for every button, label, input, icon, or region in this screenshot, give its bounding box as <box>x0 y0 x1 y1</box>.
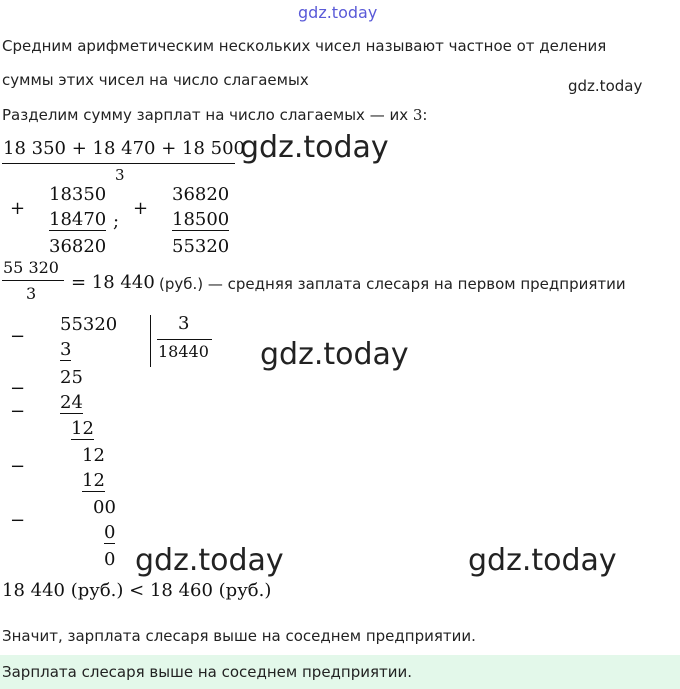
mean-fraction-numerator: 55 320 <box>3 258 59 277</box>
definition-line-2: суммы этих чисел на число слагаемых <box>2 71 309 89</box>
divide-intro-text: Разделим сумму зарплат на число слагаемых — их <box>2 106 413 124</box>
division-step: 00 <box>93 497 116 518</box>
conclusion: Значит, зарплата слесаря выше на соседнем предприятии. <box>2 627 476 645</box>
watermark-large: gdz.today <box>135 543 284 578</box>
mean-fraction-result: = 18 440 <box>71 272 155 293</box>
watermark-large: gdz.today <box>260 337 409 372</box>
mean-fraction-bar <box>2 280 64 281</box>
main-fraction-denominator: 3 <box>115 166 125 184</box>
division-step: 3 <box>60 339 72 360</box>
division-minus: − <box>10 401 26 422</box>
mean-caption: (руб.) — средняя заплата слесаря на первом предприятии <box>159 275 626 293</box>
addition-2-term-a: 36820 <box>172 184 230 205</box>
addition-1-sign: + <box>10 198 26 219</box>
addition-1-term-b: 18470 <box>49 209 107 230</box>
divide-intro-number: 3 <box>412 106 423 124</box>
watermark-large: gdz.today <box>240 130 389 165</box>
division-step: 12 <box>71 418 94 439</box>
division-minus: − <box>10 456 26 477</box>
addition-2-sign: + <box>133 198 149 219</box>
division-step: 0 <box>104 549 116 570</box>
watermark-small: gdz.today <box>568 77 643 95</box>
watermark-top: gdz.today <box>298 3 378 22</box>
division-minus: − <box>10 510 26 531</box>
division-dividend: 55320 <box>60 314 118 335</box>
divide-intro <box>2 106 427 124</box>
watermark-large: gdz.today <box>468 543 617 578</box>
division-quotient-bar <box>157 339 212 340</box>
main-fraction-numerator: 18 350 + 18 470 + 18 500 <box>3 138 245 159</box>
division-step: 24 <box>60 392 83 413</box>
addition-2-term-b: 18500 <box>172 209 230 230</box>
definition-line-1: Средним арифметическим нескольких чисел называют частное от деления <box>2 37 607 55</box>
divide-intro-colon: : <box>422 106 428 124</box>
addition-separator: ; <box>113 211 120 232</box>
division-step: 25 <box>60 367 83 388</box>
addition-2-result: 55320 <box>172 236 230 257</box>
main-fraction-bar <box>2 163 235 164</box>
division-step: 12 <box>82 470 105 491</box>
mean-fraction-denominator: 3 <box>26 284 37 303</box>
division-step: 12 <box>82 445 105 466</box>
answer-box <box>0 655 680 689</box>
division-minus: − <box>10 378 26 399</box>
division-step: 0 <box>104 522 116 543</box>
comparison: 18 440 (руб.) < 18 460 (руб.) <box>2 580 272 601</box>
division-minus: − <box>10 326 26 347</box>
division-divisor: 3 <box>178 313 190 334</box>
answer-text: Зарплата слесаря выше на соседнем предприятии. <box>2 663 413 681</box>
division-quotient: 18440 <box>158 342 209 361</box>
division-vertical-bar <box>150 315 151 367</box>
addition-1-term-a: 18350 <box>49 184 107 205</box>
addition-1-result: 36820 <box>49 236 107 257</box>
